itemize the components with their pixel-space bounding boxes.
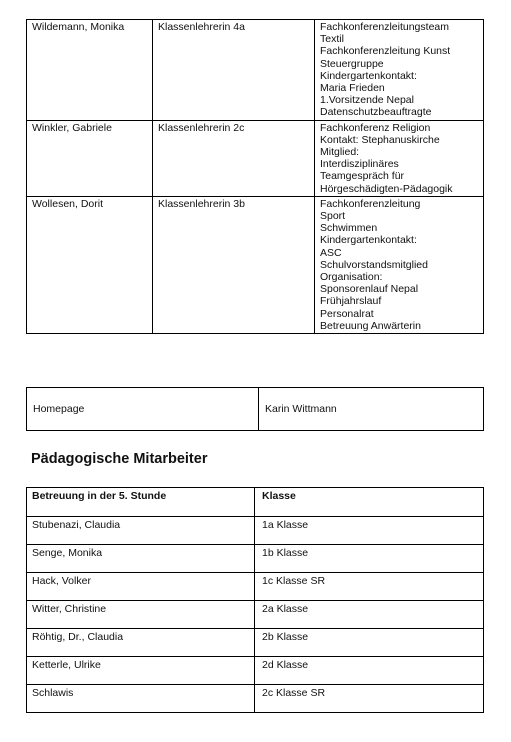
- assignment-class: 1c Klasse SR: [255, 573, 484, 601]
- assignment-header-row: [27, 488, 484, 517]
- duty-line: Schulvorstandsmitglied: [320, 258, 428, 271]
- assignment-name: Witter, Christine: [27, 601, 255, 629]
- duty-line: Datenschutzbeauftragte: [320, 106, 432, 119]
- duty-line: Mitglied:: [320, 146, 360, 159]
- duty-line: Sport: [320, 210, 346, 223]
- assignment-row: [27, 601, 484, 629]
- staff-row: [27, 120, 484, 196]
- staff-role: Klassenlehrerin 3b: [153, 196, 315, 333]
- assignment-class: 2a Klasse: [255, 601, 484, 629]
- duty-line: Steuergruppe: [320, 57, 384, 70]
- homepage-label: Homepage: [27, 388, 259, 431]
- duty-line: Kindergartenkontakt:: [320, 69, 417, 82]
- duty-line: Fachkonferenzleitung: [320, 197, 421, 210]
- duty-line: Fachkonferenzleitung Kunst: [320, 45, 451, 58]
- assignment-class: 2d Klasse: [255, 657, 484, 685]
- assignment-table-body: [27, 517, 484, 713]
- duty-line: Frühjahrslauf: [320, 295, 382, 308]
- staff-name: Winkler, Gabriele: [27, 120, 153, 196]
- assignment-name: Senge, Monika: [27, 545, 255, 573]
- section-title: Pädagogische Mitarbeiter: [31, 451, 208, 467]
- assignment-header-class: Klasse: [255, 488, 484, 517]
- duty-line: Kontakt: Stephanuskirche: [320, 133, 440, 146]
- staff-duties: [315, 120, 484, 196]
- assignment-name: Schlawis: [27, 685, 255, 713]
- staff-role: Klassenlehrerin 4a: [153, 20, 315, 121]
- assignment-row: [27, 545, 484, 573]
- duty-line: Interdisziplinäres: [320, 158, 399, 171]
- assignment-class: 2c Klasse SR: [255, 685, 484, 713]
- duty-line: Betreuung Anwärterin: [320, 319, 421, 332]
- duty-line: Hörgeschädigten-Pädagogik: [320, 182, 453, 195]
- duty-line: Fachkonferenzleitungsteam: [320, 21, 449, 33]
- duty-line: ASC: [320, 246, 342, 259]
- assignment-name: Stubenazi, Claudia: [27, 517, 255, 545]
- duty-line: Teamgespräch für: [320, 170, 405, 183]
- staff-row: [27, 196, 484, 333]
- staff-name: Wollesen, Dorit: [27, 196, 153, 333]
- duty-line: Textil: [320, 33, 344, 46]
- staff-role: Klassenlehrerin 2c: [153, 120, 315, 196]
- assignment-row: [27, 629, 484, 657]
- staff-table: [26, 19, 484, 334]
- duty-line: Personalrat: [320, 307, 374, 320]
- assignment-row: [27, 517, 484, 545]
- staff-name: Wildemann, Monika: [27, 20, 153, 121]
- homepage-row: [27, 388, 484, 431]
- duty-line: Organisation:: [320, 271, 383, 284]
- duty-line: 1.Vorsitzende Nepal: [320, 94, 414, 107]
- assignment-header-name: Betreuung in der 5. Stunde: [27, 488, 255, 517]
- homepage-person: Karin Wittmann: [259, 388, 484, 431]
- assignment-name: Hack, Volker: [27, 573, 255, 601]
- staff-duties: [315, 196, 484, 333]
- assignment-row: [27, 657, 484, 685]
- assignment-row: [27, 685, 484, 713]
- duty-line: Fachkonferenz Religion: [320, 121, 431, 134]
- staff-table-body: [27, 20, 484, 334]
- assignment-name: Röhtig, Dr., Claudia: [27, 629, 255, 657]
- assignment-class: 2b Klasse: [255, 629, 484, 657]
- assignment-name: Ketterle, Ulrike: [27, 657, 255, 685]
- assignment-table: [26, 487, 484, 713]
- staff-duties: [315, 20, 484, 121]
- duty-line: Schwimmen: [320, 222, 378, 235]
- staff-row: [27, 20, 484, 121]
- assignment-class: 1a Klasse: [255, 517, 484, 545]
- duty-line: Sponsorenlauf Nepal: [320, 283, 419, 296]
- assignment-class: 1b Klasse: [255, 545, 484, 573]
- duty-line: Kindergartenkontakt:: [320, 234, 417, 247]
- homepage-table: [26, 387, 484, 431]
- duty-line: Maria Frieden: [320, 82, 385, 95]
- assignment-row: [27, 573, 484, 601]
